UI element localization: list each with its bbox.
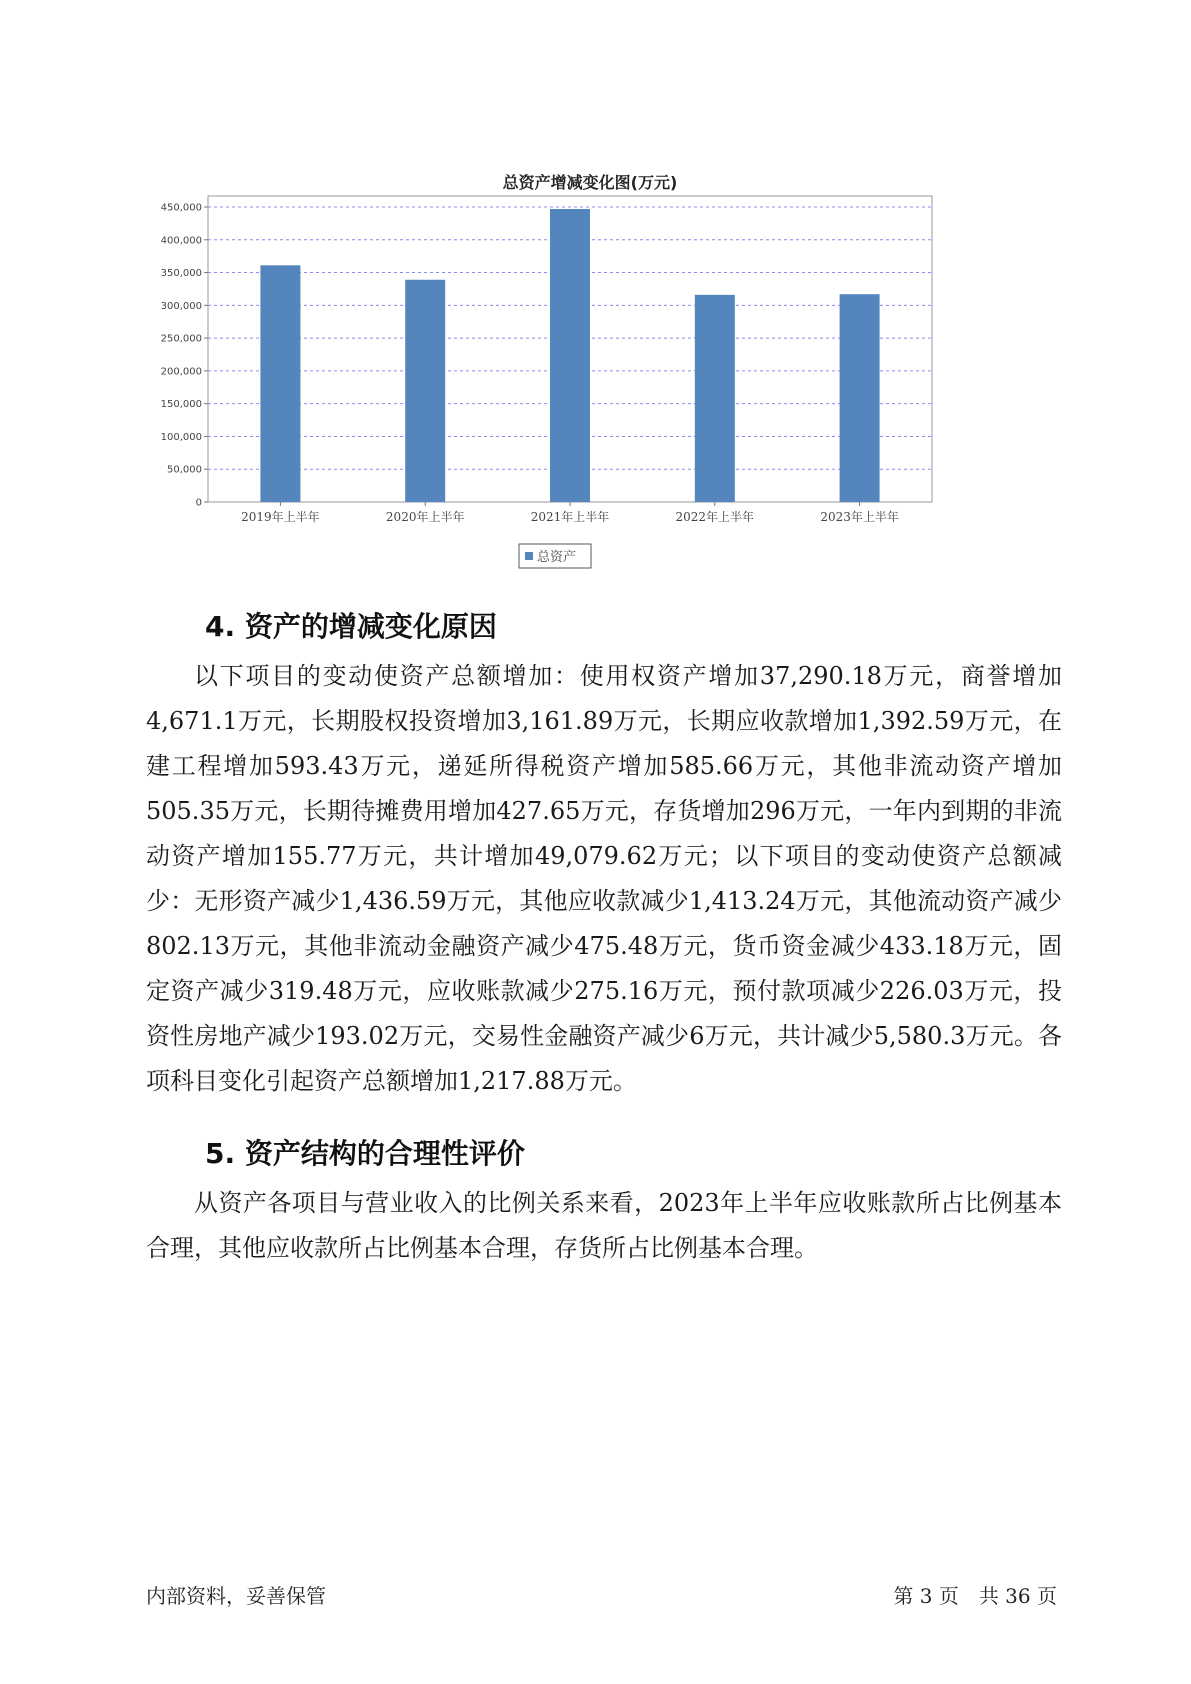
bar — [695, 295, 735, 502]
x-tick-label: 2022年上半年 — [675, 510, 755, 524]
x-tick-label: 2019年上半年 — [241, 510, 320, 524]
y-tick-label: 300,000 — [160, 300, 202, 312]
x-tick-label: 2023年上半年 — [820, 510, 899, 524]
section-5-paragraph: 从资产各项目与营业收入的比例关系来看，2023年上半年应收账款所占比例基本合理，其他应收款所占比例基本合理，存货所占比例基本合理。 — [146, 1189, 1062, 1262]
y-tick-label: 450,000 — [160, 202, 202, 214]
y-tick-label: 150,000 — [160, 399, 202, 411]
x-tick-label: 2021年上半年 — [530, 510, 610, 524]
legend-swatch — [525, 552, 533, 560]
section-heading-4: 4. 资产的增减变化原因 — [205, 610, 497, 643]
y-tick-label: 350,000 — [160, 268, 202, 280]
y-tick-label: 400,000 — [160, 235, 202, 247]
section-4-paragraph: 以下项目的变动使资产总额增加：使用权资产增加37,290.18万元，商誉增加4,671.1万元，长期股权投资增加3,161.89万元，长期应收款增加1,392.59万元，在建工程增加593.43万元，递延所得税资产增加585.66万元，其他非流动资产增加505.35万元，长期待摊费用增加427.65万元，存货增加296万元，一年内到期的非流动资产增加155.77万元，共计增加49,079.62万元；以下项目的变动使资产总额减少：无形资产减少1,436.59万元，其他应收款减少1,413.24万元，其他流动资产减少802.13万元，其他非流动金融资产减少475.48万元，货币资金减少433.18万元，固定资产减少319.48万元，应收账款减少275.16万元，预付款项减少226.03万元，投资性房地产减少193.02万元，交易性金融资产减少6万元，共计减少5,580.3万元。各项科目变化引起资产总额增加1,217.88万元。 — [146, 662, 1062, 1095]
total-assets-chart — [150, 160, 1030, 620]
y-tick-label: 50,000 — [167, 464, 202, 476]
legend-label: 总资产 — [537, 550, 577, 565]
y-tick-label: 100,000 — [160, 431, 202, 443]
bar — [550, 209, 590, 502]
bar-chart-svg — [150, 160, 1030, 620]
footer-confidential-note: 内部资料，妥善保管 — [146, 1584, 326, 1608]
y-tick-label: 250,000 — [160, 333, 202, 345]
bar — [260, 265, 300, 502]
section-heading-5: 5. 资产结构的合理性评价 — [205, 1137, 525, 1170]
bar — [405, 280, 445, 502]
bar — [840, 294, 880, 502]
y-tick-label: 200,000 — [160, 366, 202, 378]
x-tick-label: 2020年上半年 — [385, 510, 465, 524]
footer-page-number: 第 3 页 共 36 页 — [893, 1584, 1057, 1608]
chart-title: 总资产增减变化图(万元) — [502, 173, 678, 192]
y-tick-label: 0 — [195, 497, 202, 509]
